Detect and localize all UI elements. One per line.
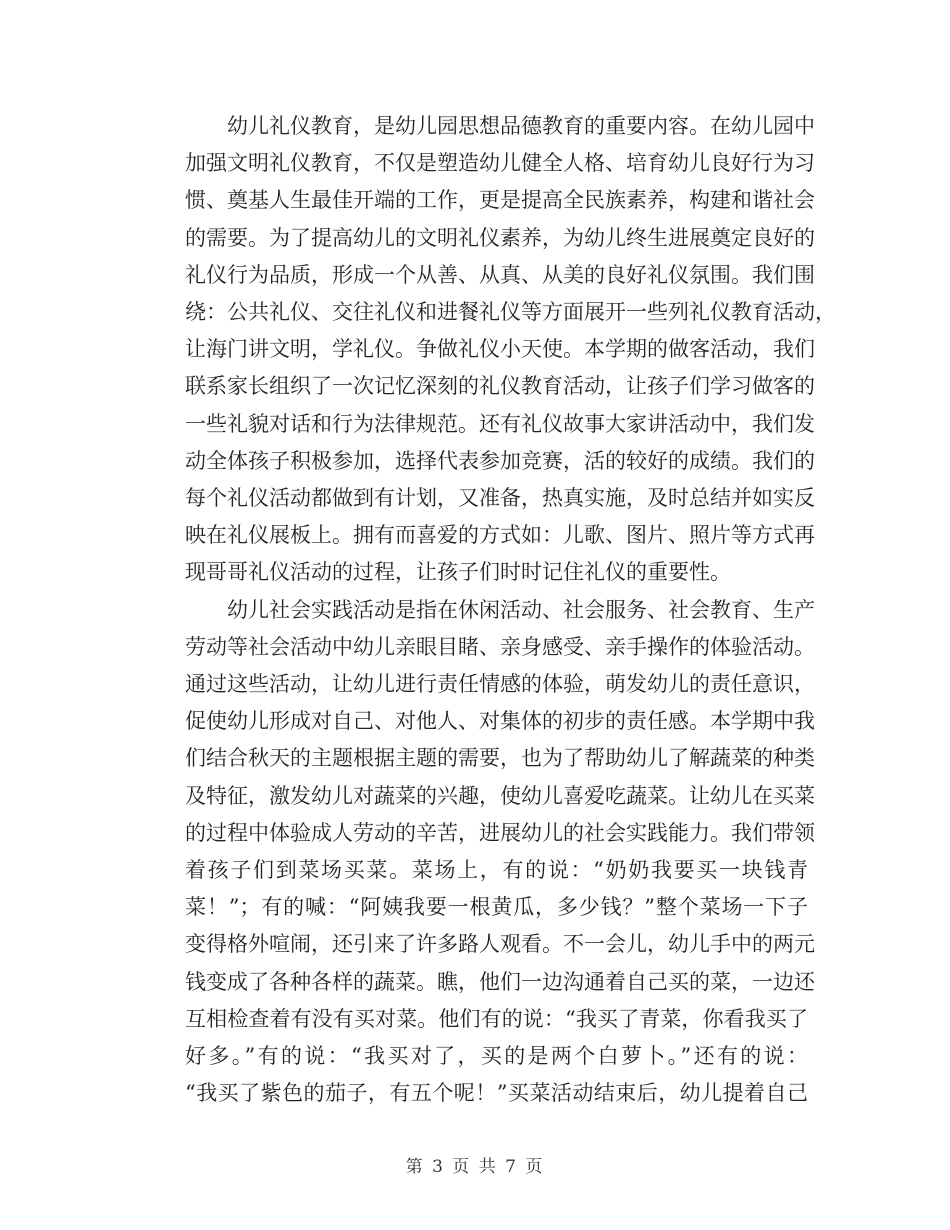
text-line: 幼儿社会实践活动是指在休闲活动、社会服务、社会教育、生产 [227,597,815,622]
text-line: 联系家长组织了一次记忆深刻的礼仪教育活动，让孩子们学习做客的 [185,374,815,399]
text-line: 互相检查着有没有买对菜。他们有的说：“我买了青菜，你看我买了 [185,1006,808,1031]
paragraph-social-practice [143,592,815,1113]
text-line: 幼儿礼仪教育，是幼儿园思想品德教育的重要内容。在幼儿园中 [227,114,815,138]
text-line: 让海门讲文明，学礼仪。争做礼仪小天使。本学期的做客活动，我们 [185,337,815,362]
text-line: 每个礼仪活动都做到有计划，又准备，热真实施，及时总结并如实反 [185,486,815,511]
text-line: 好多。”有的说：“我买对了，买的是两个白萝卜。”还有的说： [185,1044,808,1069]
text-line: 动全体孩子积极参加，选择代表参加竞赛，活的较好的成绩。我们的 [185,448,815,473]
text-line: 惯、奠基人生最佳开端的工作，更是提高全民族素养，构建和谐社会 [185,188,815,213]
text-line: 现哥哥礼仪活动的过程，让孩子们时时记住礼仪的重要性。 [185,560,731,585]
paragraph-etiquette [143,108,836,592]
text-line: 礼仪行为品质，形成一个从善、从真、从美的良好礼仪氛围。我们围 [185,262,815,287]
text-line: 加强文明礼仪教育，不仅是塑造幼儿健全人格、培育幼儿良好行为习 [185,151,815,176]
text-line: 们结合秋天的主题根据主题的需要，也为了帮助幼儿了解蔬菜的种类 [185,746,815,771]
text-line: 促使幼儿形成对自己、对他人、对集体的初步的责任感。本学期中我 [185,709,815,734]
text-line: 菜！”；有的喊：“阿姨我要一根黄瓜，多少钱？”整个菜场一下子 [185,895,808,920]
text-line: 变得格外喧闹，还引来了许多路人观看。不一会儿，幼儿手中的两元 [185,932,815,957]
text-line: 绕：公共礼仪、交往礼仪和进餐礼仪等方面展开一些列礼仪教育活动， [185,300,836,325]
text-line: 一些礼貌对话和行为法律规范。还有礼仪故事大家讲活动中，我们发 [185,411,815,436]
text-line: 钱变成了各种各样的蔬菜。瞧，他们一边沟通着自己买的菜，一边还 [185,969,815,994]
text-line: 通过这些活动，让幼儿进行责任情感的体验，萌发幼儿的责任意识， [185,672,815,697]
text-line: “我买了紫色的茄子，有五个呢！”买菜活动结束后，幼儿提着自己 [185,1081,808,1106]
text-line: 的过程中体验成人劳动的辛苦，进展幼儿的社会实践能力。我们带领 [185,820,815,845]
page-number: 第 3 页 共 7 页 [405,1157,545,1177]
text-line: 着孩子们到菜场买菜。菜场上，有的说：“奶奶我要买一块钱青 [185,858,808,883]
text-line: 及特征，激发幼儿对蔬菜的兴趣，使幼儿喜爱吃蔬菜。让幼儿在买菜 [185,783,815,808]
document-body [143,108,836,1112]
text-line: 的需要。为了提高幼儿的文明礼仪素养，为幼儿终生进展奠定良好的 [185,225,815,250]
text-line: 映在礼仪展板上。拥有而喜爱的方式如：儿歌、图片、照片等方式再 [185,523,815,548]
text-line: 劳动等社会活动中幼儿亲眼目睹、亲身感受、亲手操作的体验活动。 [185,634,815,659]
